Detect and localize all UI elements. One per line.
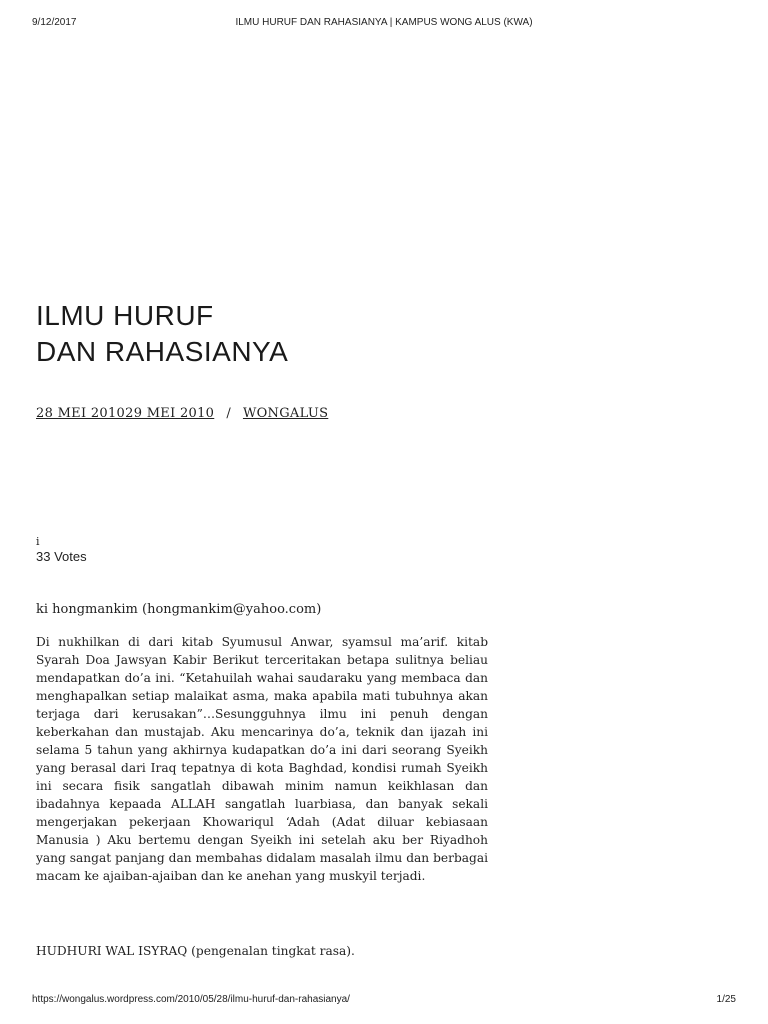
- post-rating: [36, 536, 87, 566]
- print-header: [32, 17, 736, 31]
- post-date-link[interactable]: 28 MEI 201029 MEI 2010: [36, 406, 215, 421]
- post-author-line: ki hongmankim (hongmankim@yahoo.com): [36, 602, 322, 617]
- print-date: 9/12/2017: [32, 17, 77, 28]
- print-url: https://wongalus.wordpress.com/2010/05/28/ilmu-huruf-dan-rahasianya/: [32, 994, 350, 1005]
- post-title-line-2: DAN RAHASIANYA: [36, 336, 289, 367]
- post-author-link[interactable]: WONGALUS: [242, 406, 329, 421]
- post-title-line-1: ILMU HURUF: [36, 300, 214, 331]
- rating-icon: i: [36, 535, 40, 548]
- post-title: [36, 298, 536, 370]
- print-page-title: ILMU HURUF DAN RAHASIANYA | KAMPUS WONG ALUS (KWA): [235, 17, 533, 28]
- print-page-number: 1/25: [716, 994, 736, 1005]
- rating-votes: 33 Votes: [36, 549, 87, 564]
- print-footer: [32, 994, 736, 1008]
- meta-separator: /: [226, 406, 231, 421]
- post-sub-heading: HUDHURI WAL ISYRAQ (pengenalan tingkat rasa).: [36, 944, 355, 958]
- post-paragraph: Di nukhilkan di dari kitab Syumusul Anwar, syamsul ma’arif. kitab Syarah Doa Jawsyan Kabir Berikut terceritakan betapa sulitnya beliau mendapatkan do’a ini. “Ketahuilah wahai saudaraku yang membaca dan menghapalkan setiap malaikat asma, maka apabila mati tubuhnya akan terjaga dari kerusakan”…Sesungguhnya ilmu ini penuh dengan keberkahan dan mustajab. Aku mencarinya do’a, teknik dan ijazah ini selama 5 tahun yang akhirnya kudapatkan do’a ini dari seorang Syeikh yang berasal dari Iraq tepatnya di kota Baghdad, kondisi rumah Syeikh ini secara fisik sangatlah dibawah minim namun keikhlasan dan ibadahnya kepaada ALLAH sangatlah luarbiasa, dan banyak sekali mengerjakan pekerjaan Khowariqul ‘Adah (Adat diluar kebiasaan Manusia ) Aku bertemu dengan Syeikh ini setelah aku ber Riyadhoh yang sangat panjang dan membahas didalam masalah ilmu dan berbagai macam ke ajaiban-ajaiban dan ke anehan yang muskyil terjadi.: [36, 635, 488, 883]
- post-meta: [36, 406, 328, 421]
